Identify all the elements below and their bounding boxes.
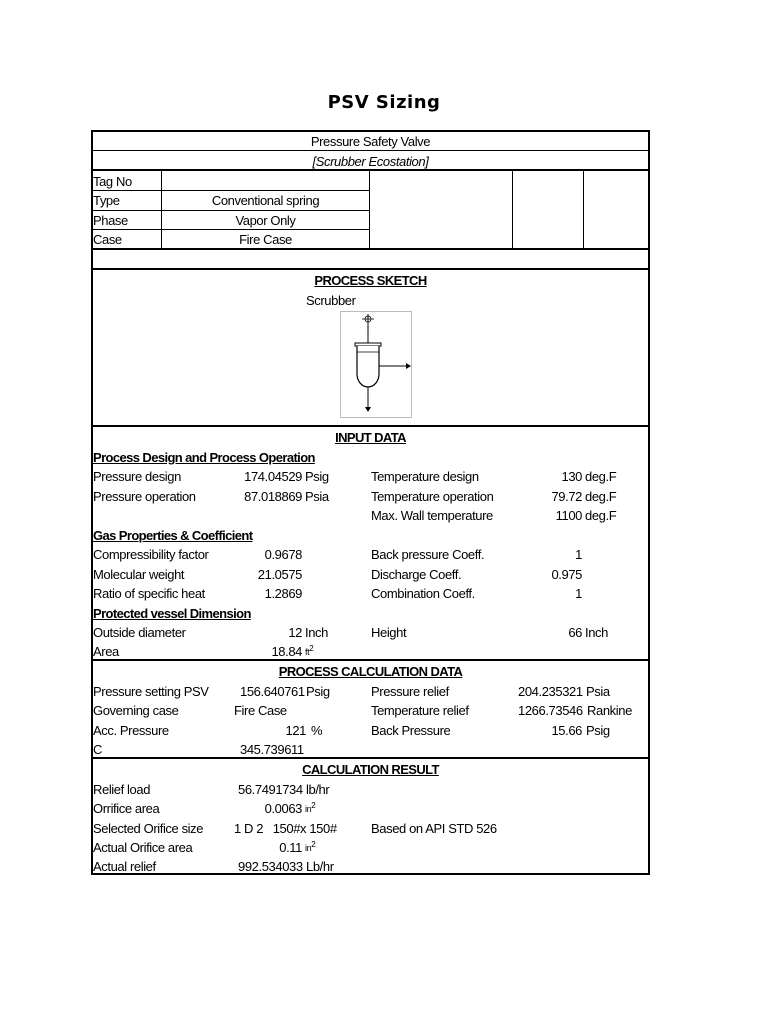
calc-result-heading: CALCULATION RESULT (302, 762, 439, 777)
actual-orifice-unit: $in^2$ (305, 840, 316, 853)
relief-load-unit: lb/hr (306, 782, 330, 797)
back-pressure-value: 15.66 (551, 723, 582, 738)
temp-design-unit: deg.F (585, 469, 617, 484)
divider (91, 190, 369, 191)
pressure-relief-unit: Psia (586, 684, 610, 699)
orifice-area-value: 0.0063 (264, 801, 302, 816)
temp-design-label: Temperature design (371, 469, 479, 484)
back-pressure-coeff-label: Back pressure Coeff. (371, 547, 485, 562)
sheet-title: Pressure Safety Valve (310, 134, 431, 149)
type-value: Conventional spring (211, 193, 320, 208)
sketch-label: Scrubber (306, 293, 356, 308)
back-pressure-label: Back Pressure (371, 723, 451, 738)
temp-operation-label: Temperature operation (371, 489, 494, 504)
specific-heat-value: 1.2869 (264, 586, 302, 601)
sheet-subtitle: [Scrubber Ecostation] (312, 154, 429, 169)
relief-load-label: Relief load (93, 782, 151, 797)
divider (369, 171, 370, 249)
relief-load-value: 56.7491734 (238, 782, 303, 797)
input-data-heading: INPUT DATA (335, 430, 406, 445)
actual-relief-unit: Lb/hr (306, 859, 334, 874)
case-value: Fire Case (239, 232, 292, 247)
process-design-subheading: Process Design and Process Operation (93, 450, 315, 465)
compressibility-label: Compressibility factor (93, 547, 209, 562)
pressure-design-value: 174.04529 (244, 469, 302, 484)
area-value: 18.84 (271, 644, 302, 659)
api-basis: Based on API STD 526 (371, 821, 497, 836)
divider (91, 659, 650, 661)
max-wall-unit: deg.F (585, 508, 617, 523)
c-value: 345.739611 (240, 742, 304, 757)
combination-coeff-value: 1 (575, 586, 582, 601)
discharge-coeff-value: 0.975 (551, 567, 582, 582)
c-label: C (93, 742, 102, 757)
process-sketch-heading: PROCESS SKETCH (314, 273, 427, 288)
divider (583, 171, 584, 249)
area-unit: $ft^2$ (305, 644, 314, 657)
pressure-design-unit: Psig (305, 469, 329, 484)
actual-relief-value: 992.534033 (238, 859, 303, 874)
vessel-dimension-subheading: Protected vessel Dimension (93, 606, 251, 621)
max-wall-value: 1100 (555, 508, 582, 523)
back-pressure-coeff-value: 1 (575, 547, 582, 562)
pressure-operation-value: 87.018869 (244, 489, 302, 504)
selected-orifice-label: Selected Orifice size (93, 821, 204, 836)
acc-pressure-label: Acc. Pressure (93, 723, 169, 738)
page-title: PSV Sizing (327, 92, 441, 113)
pressure-operation-unit: Psia (305, 489, 329, 504)
governing-case-label: Governing case (93, 703, 179, 718)
orifice-area-unit: $in^2$ (305, 801, 316, 814)
max-wall-label: Max. Wall temperature (371, 508, 493, 523)
divider (91, 425, 650, 427)
height-unit: Inch (585, 625, 608, 640)
divider (91, 229, 369, 230)
temp-operation-value: 79.72 (551, 489, 582, 504)
case-label: Case (93, 232, 122, 247)
calc-data-heading: PROCESS CALCULATION DATA (278, 664, 463, 679)
combination-coeff-label: Combination Coeff. (371, 586, 475, 601)
orifice-area-label: Orrifice area (93, 801, 160, 816)
phase-value: Vapor Only (235, 213, 296, 228)
gas-properties-subheading: Gas Properties & Coefficient (93, 528, 253, 543)
temp-design-value: 130 (561, 469, 582, 484)
temperature-relief-value: 1266.73546 (518, 703, 583, 718)
divider (91, 248, 650, 250)
molecular-weight-value: 21.0575 (257, 567, 302, 582)
acc-pressure-value: 121 (285, 723, 306, 738)
outside-diameter-value: 12 (288, 625, 302, 640)
divider (91, 757, 650, 759)
actual-relief-label: Actual relief (93, 859, 156, 874)
actual-orifice-label: Actual Orifice area (93, 840, 193, 855)
temperature-relief-unit: Rankine (587, 703, 632, 718)
divider (91, 268, 650, 270)
pressure-design-label: Pressure design (93, 469, 181, 484)
compressibility-value: 0.9678 (264, 547, 302, 562)
divider (91, 150, 650, 151)
discharge-coeff-label: Discharge Coeff. (371, 567, 462, 582)
set-pressure-value: 156.640761 (240, 684, 305, 699)
pressure-operation-label: Pressure operation (93, 489, 196, 504)
area-label: Area (93, 644, 119, 659)
temperature-relief-label: Temperature relief (371, 703, 469, 718)
selected-orifice-value: 1 D 2 150#x 150# (234, 821, 337, 836)
molecular-weight-label: Molecular weight (93, 567, 185, 582)
acc-pressure-unit: % (311, 723, 323, 738)
divider (91, 210, 369, 211)
type-label: Type (93, 193, 120, 208)
tag-label: Tag No (93, 174, 132, 189)
outside-diameter-unit: Inch (305, 625, 328, 640)
pressure-relief-value: 204.235321 (518, 684, 583, 699)
divider (161, 171, 162, 249)
actual-orifice-value: 0.11 (279, 840, 302, 855)
back-pressure-unit: Psig (586, 723, 610, 738)
specific-heat-label: Ratio of specific heat (93, 586, 205, 601)
divider (512, 171, 513, 249)
scrubber-sketch (340, 311, 412, 419)
set-pressure-unit: Psig (306, 684, 330, 699)
governing-case-value: Fire Case (234, 703, 287, 718)
height-value: 66 (568, 625, 582, 640)
phase-label: Phase (93, 213, 128, 228)
height-label: Height (371, 625, 407, 640)
outside-diameter-label: Outside diameter (93, 625, 186, 640)
set-pressure-label: Pressure setting PSV (93, 684, 209, 699)
temp-operation-unit: deg.F (585, 489, 617, 504)
pressure-relief-label: Pressure relief (371, 684, 449, 699)
